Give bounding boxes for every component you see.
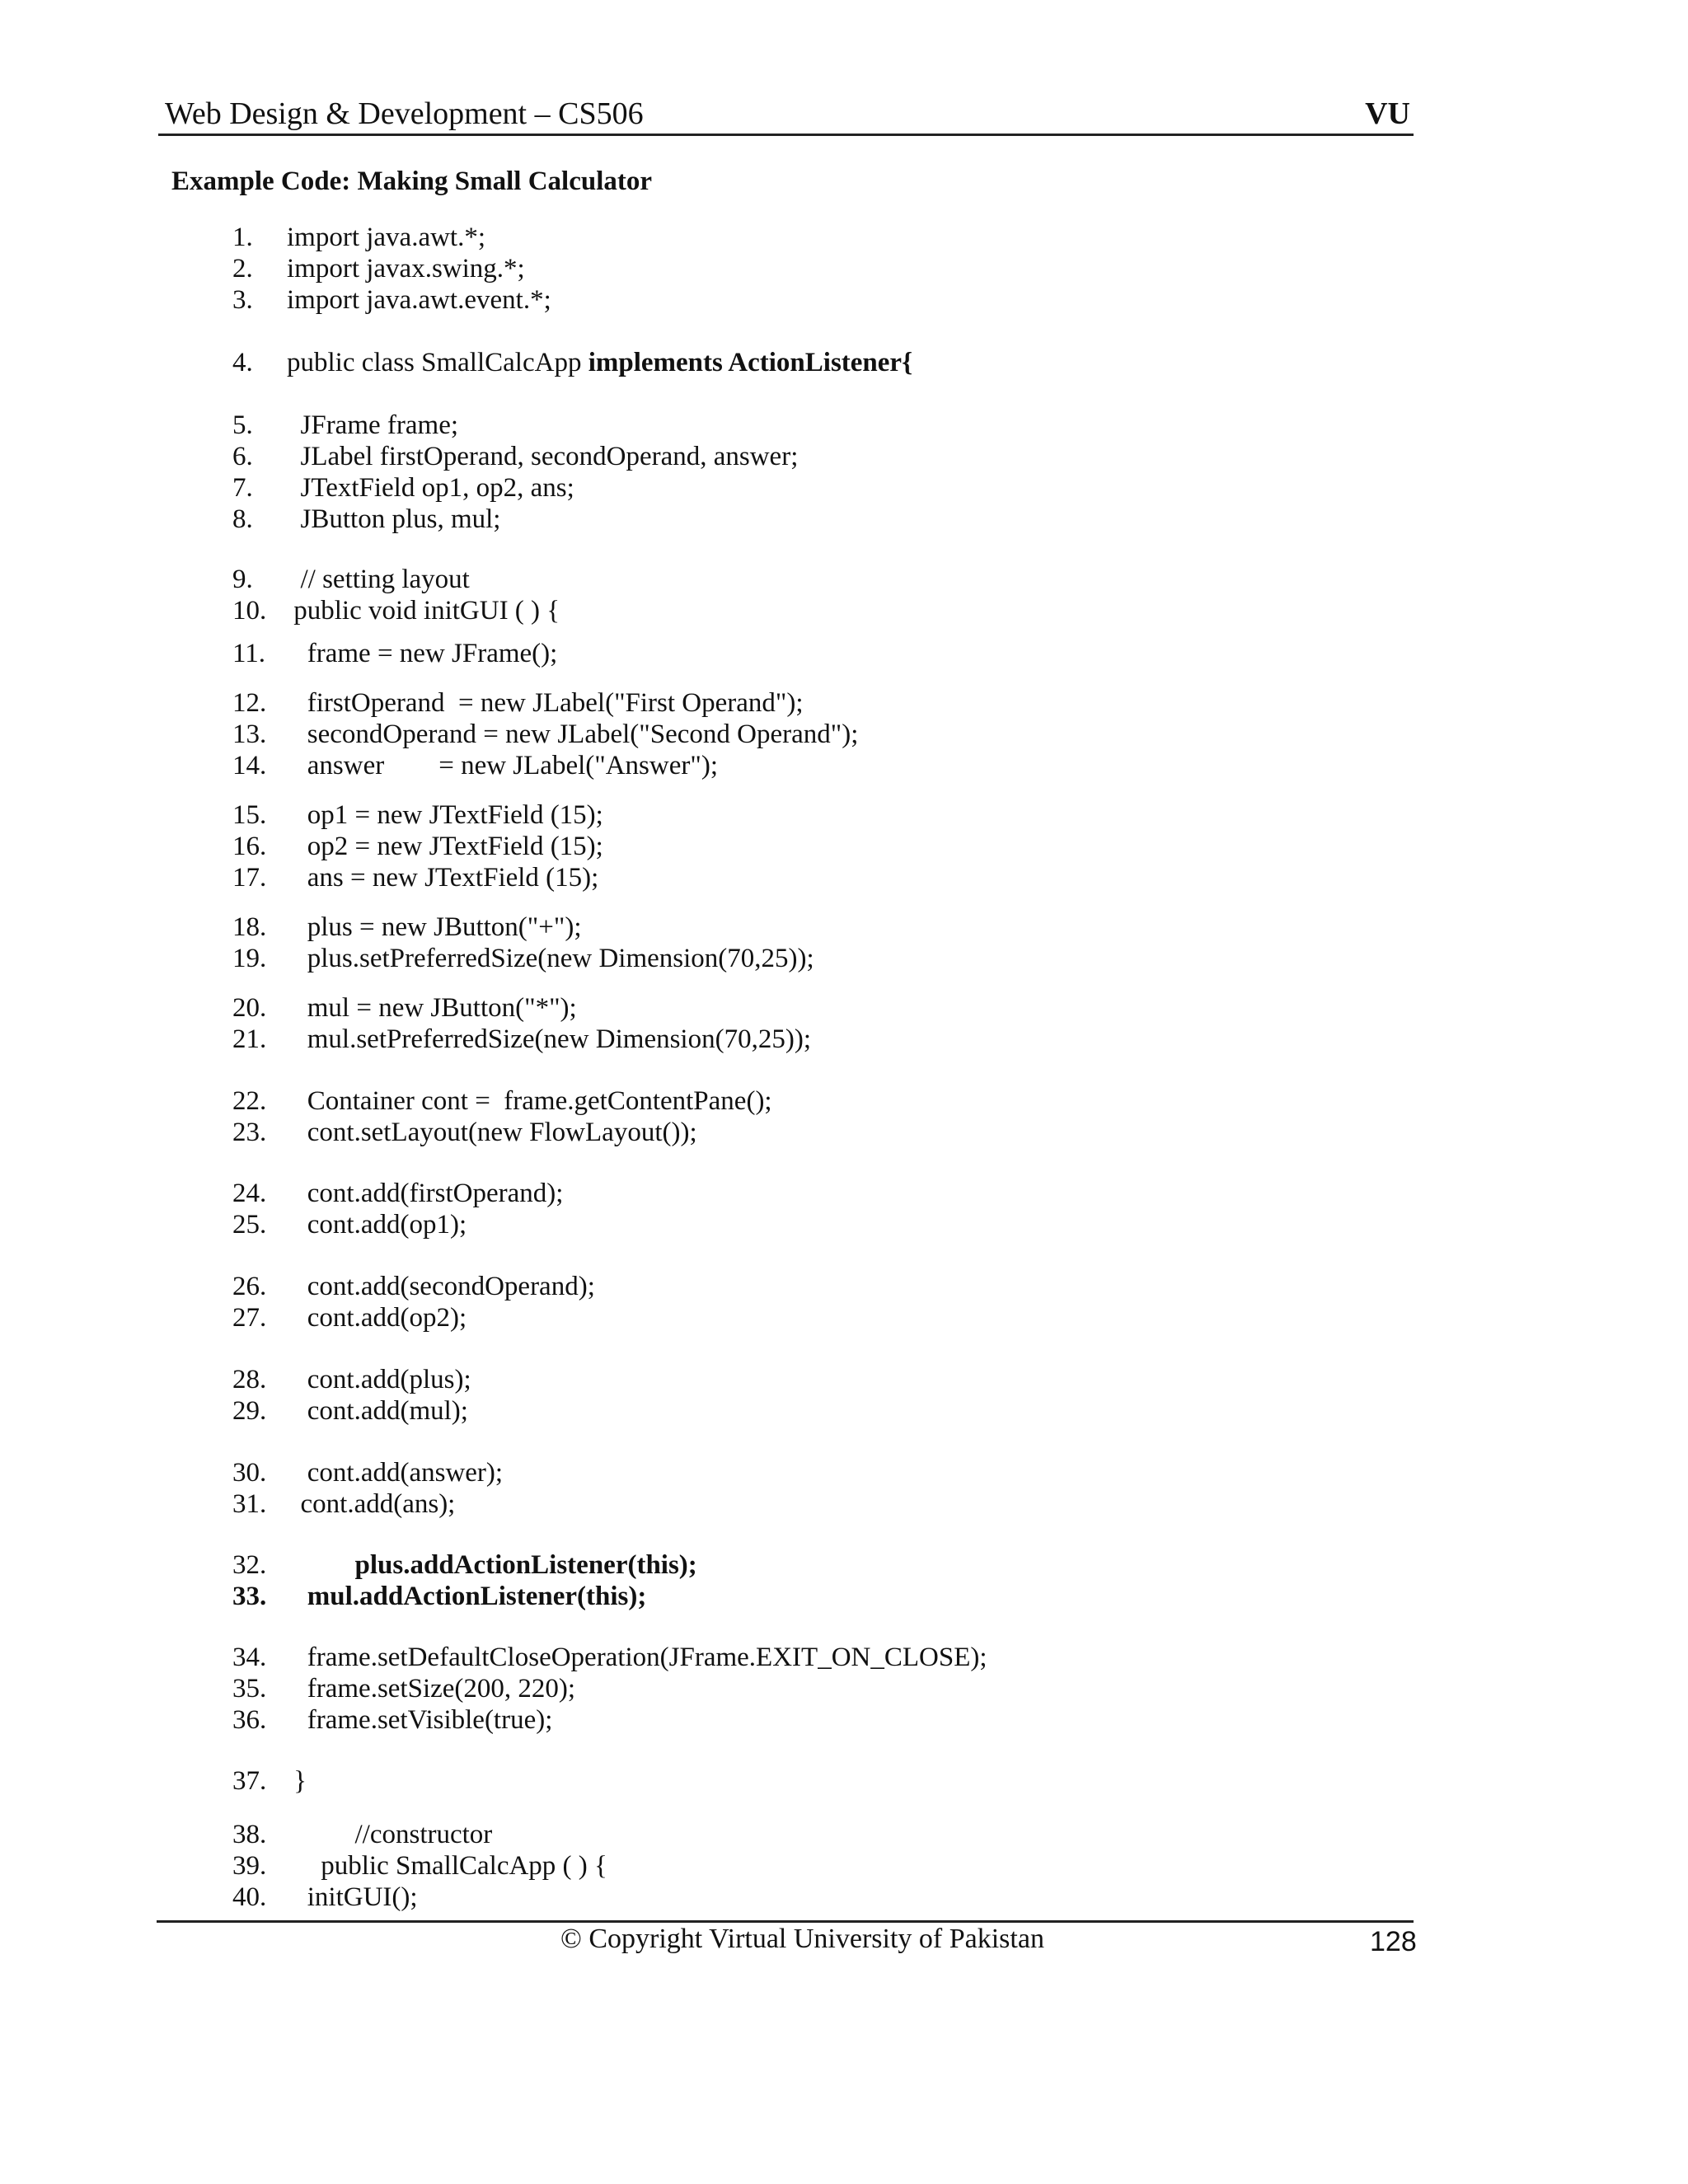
code-text: frame.setDefaultCloseOperation(JFrame.EXIT_ON_CLOSE); bbox=[287, 1643, 987, 1672]
section-title: Example Code: Making Small Calculator bbox=[171, 166, 652, 196]
code-text-bold: implements ActionListener{ bbox=[588, 348, 913, 377]
code-text: //constructor bbox=[287, 1820, 493, 1849]
line-number: 32. bbox=[232, 1550, 267, 1580]
line-number: 27. bbox=[232, 1303, 267, 1333]
code-line bbox=[232, 637, 557, 670]
line-number: 38. bbox=[232, 1820, 267, 1849]
code-line bbox=[232, 1023, 811, 1056]
line-number: 31. bbox=[232, 1489, 267, 1519]
code-text: JLabel firstOperand, secondOperand, answer; bbox=[287, 442, 799, 471]
line-number: 21. bbox=[232, 1024, 267, 1054]
page-number: 128 bbox=[1370, 1926, 1417, 1957]
code-line bbox=[232, 409, 458, 442]
line-number: 20. bbox=[232, 993, 267, 1023]
code-line bbox=[232, 1394, 468, 1427]
code-line bbox=[232, 1177, 563, 1210]
line-number: 15. bbox=[232, 800, 267, 830]
code-text: // setting layout bbox=[287, 565, 470, 594]
code-line bbox=[232, 861, 598, 894]
code-text: JButton plus, mul; bbox=[287, 504, 501, 534]
code-line bbox=[232, 284, 551, 316]
line-number: 2. bbox=[232, 254, 253, 284]
code-line bbox=[232, 830, 603, 863]
line-number: 22. bbox=[232, 1086, 267, 1116]
code-text: mul.setPreferredSize(new Dimension(70,25)); bbox=[287, 1024, 811, 1054]
code-line bbox=[232, 1488, 455, 1521]
code-text: JTextField op1, op2, ans; bbox=[287, 473, 574, 503]
code-line bbox=[232, 1704, 552, 1736]
code-text-bold: mul.addActionListener(this); bbox=[307, 1582, 647, 1611]
code-text: Container cont = frame.getContentPane(); bbox=[287, 1086, 772, 1116]
code-line bbox=[232, 1085, 772, 1118]
code-text: op2 = new JTextField (15); bbox=[287, 832, 603, 861]
line-number: 26. bbox=[232, 1272, 267, 1301]
code-line bbox=[232, 718, 858, 751]
code-line bbox=[232, 252, 525, 285]
line-number: 40. bbox=[232, 1882, 267, 1912]
code-line bbox=[232, 346, 912, 379]
code-text: public SmallCalcApp ( ) { bbox=[287, 1851, 607, 1881]
line-number: 39. bbox=[232, 1851, 267, 1881]
line-number: 10. bbox=[232, 596, 267, 626]
code-text: answer = new JLabel("Answer"); bbox=[287, 751, 718, 780]
line-number: 4. bbox=[232, 348, 253, 377]
code-text: frame = new JFrame(); bbox=[287, 639, 558, 668]
line-number: 8. bbox=[232, 504, 253, 534]
code-line bbox=[232, 1881, 418, 1914]
code-line bbox=[232, 1116, 697, 1149]
line-number: 12. bbox=[232, 688, 267, 718]
code-text: cont.setLayout(new FlowLayout()); bbox=[287, 1118, 697, 1147]
course-title: Web Design & Development – CS506 bbox=[165, 96, 644, 131]
copyright-notice: © Copyright Virtual University of Pakistan bbox=[560, 1924, 1044, 1954]
code-line bbox=[232, 1363, 471, 1396]
line-number: 6. bbox=[232, 442, 253, 471]
line-number: 30. bbox=[232, 1458, 267, 1488]
line-number: 11. bbox=[232, 639, 266, 668]
code-text bbox=[287, 1550, 355, 1580]
code-text: plus = new JButton("+"); bbox=[287, 912, 582, 942]
line-number: 18. bbox=[232, 912, 267, 942]
footer-divider bbox=[157, 1920, 1414, 1923]
code-text: cont.add(ans); bbox=[287, 1489, 456, 1519]
code-text: ans = new JTextField (15); bbox=[287, 863, 599, 893]
code-text bbox=[287, 1582, 307, 1611]
code-line bbox=[232, 749, 718, 782]
line-number: 28. bbox=[232, 1365, 267, 1394]
line-number: 16. bbox=[232, 832, 267, 861]
line-number: 5. bbox=[232, 410, 253, 440]
code-text: mul = new JButton("*"); bbox=[287, 993, 577, 1023]
line-number: 19. bbox=[232, 944, 267, 973]
code-text: import javax.swing.*; bbox=[287, 254, 525, 284]
code-text: op1 = new JTextField (15); bbox=[287, 800, 603, 830]
line-number: 1. bbox=[232, 223, 253, 252]
line-number: 35. bbox=[232, 1674, 267, 1704]
code-line bbox=[232, 471, 574, 504]
code-line bbox=[232, 991, 577, 1024]
line-number: 29. bbox=[232, 1396, 267, 1426]
line-number: 24. bbox=[232, 1179, 267, 1208]
code-line bbox=[232, 503, 500, 536]
code-text: cont.add(op1); bbox=[287, 1210, 467, 1240]
code-line bbox=[232, 687, 804, 719]
code-text: frame.setSize(200, 220); bbox=[287, 1674, 576, 1704]
line-number: 34. bbox=[232, 1643, 267, 1672]
code-text: frame.setVisible(true); bbox=[287, 1705, 553, 1735]
code-text: public void initGUI ( ) { bbox=[287, 596, 560, 626]
code-line bbox=[232, 1456, 503, 1489]
line-number: 14. bbox=[232, 751, 267, 780]
code-line bbox=[232, 1301, 467, 1334]
code-line bbox=[232, 1270, 595, 1303]
code-text: cont.add(op2); bbox=[287, 1303, 467, 1333]
code-text: cont.add(answer); bbox=[287, 1458, 504, 1488]
line-number: 25. bbox=[232, 1210, 267, 1240]
code-line bbox=[232, 1818, 492, 1851]
code-text-bold: plus.addActionListener(this); bbox=[354, 1550, 697, 1580]
code-text: public class SmallCalcApp bbox=[287, 348, 588, 377]
code-line bbox=[232, 799, 603, 832]
code-line bbox=[232, 594, 560, 627]
code-text: firstOperand = new JLabel("First Operand"); bbox=[287, 688, 804, 718]
code-line bbox=[232, 1641, 987, 1674]
line-number: 37. bbox=[232, 1766, 267, 1796]
line-number: 7. bbox=[232, 473, 253, 503]
line-number: 17. bbox=[232, 863, 267, 893]
code-text: secondOperand = new JLabel("Second Operand"); bbox=[287, 719, 859, 749]
code-text: plus.setPreferredSize(new Dimension(70,25)); bbox=[287, 944, 814, 973]
code-line bbox=[232, 942, 814, 975]
code-line bbox=[232, 563, 470, 596]
university-badge: VU bbox=[1365, 96, 1410, 131]
line-number: 9. bbox=[232, 565, 253, 594]
code-text: JFrame frame; bbox=[287, 410, 459, 440]
line-number: 3. bbox=[232, 285, 253, 315]
code-line bbox=[232, 1765, 307, 1797]
code-line bbox=[232, 911, 582, 944]
code-text: cont.add(mul); bbox=[287, 1396, 468, 1426]
code-text: import java.awt.event.*; bbox=[287, 285, 551, 315]
code-line bbox=[232, 1849, 607, 1882]
code-text: import java.awt.*; bbox=[287, 223, 486, 252]
code-line bbox=[232, 440, 798, 473]
code-line bbox=[232, 1208, 467, 1241]
line-number: 13. bbox=[232, 719, 267, 749]
code-line bbox=[232, 1672, 575, 1705]
code-text: } bbox=[287, 1766, 307, 1796]
code-text: cont.add(plus); bbox=[287, 1365, 471, 1394]
code-text: cont.add(firstOperand); bbox=[287, 1179, 564, 1208]
line-number: 23. bbox=[232, 1118, 267, 1147]
code-line bbox=[232, 1549, 697, 1582]
code-line bbox=[232, 221, 485, 254]
code-line bbox=[232, 1580, 646, 1613]
code-text: initGUI(); bbox=[287, 1882, 418, 1912]
code-text: cont.add(secondOperand); bbox=[287, 1272, 595, 1301]
line-number: 33. bbox=[232, 1582, 267, 1611]
line-number: 36. bbox=[232, 1705, 267, 1735]
